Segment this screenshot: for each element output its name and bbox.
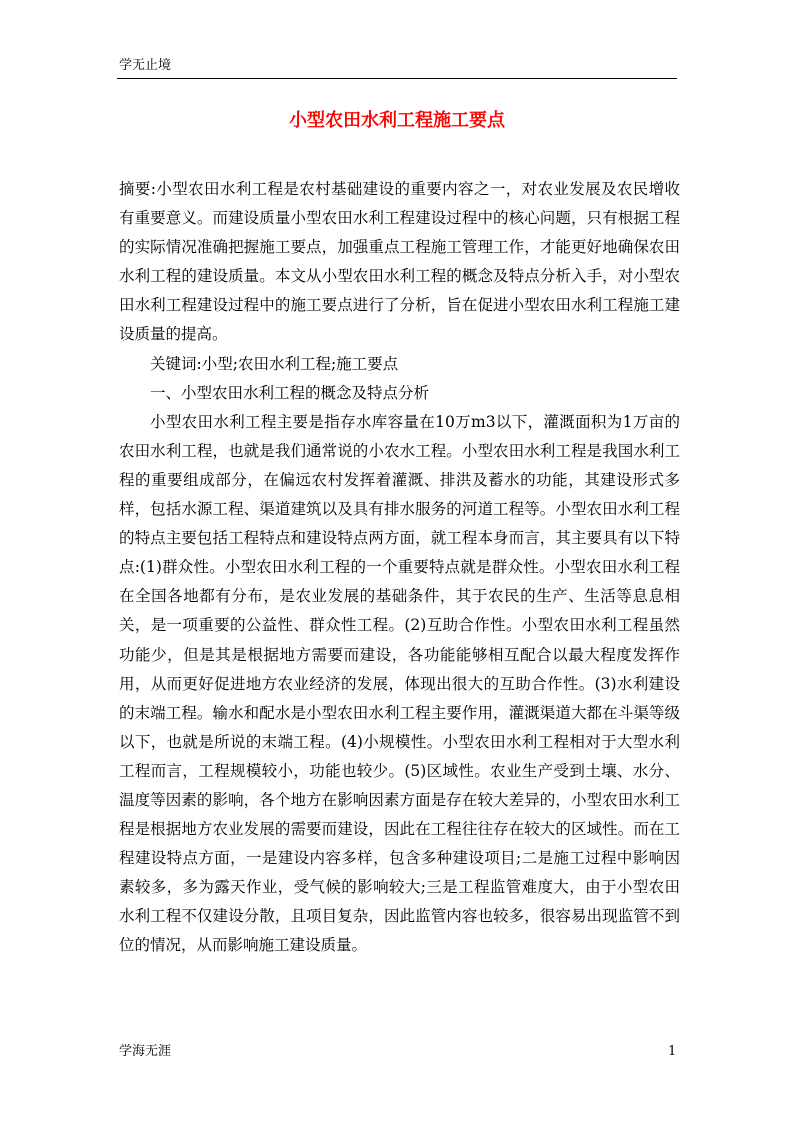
keywords-line: 关键词:小型;农田水利工程;施工要点: [150, 354, 399, 373]
abstract-paragraph: 摘要:小型农田水利工程是农村基础建设的重要内容之一，对农业发展及农民增收有重要意义。而建设质量小型农田水利工程建设过程中的核心问题，只有根据工程的实际情况准确把握施工要点，加强重点工程施工管理工作，才能更好地确保农田水利工程的建设质量。本文从小型农田水利工程的概念及特点分析入手，对小型农田水利工程建设过程中的施工要点进行了分析，旨在促进小型农田水利工程施工建设质量的提高。: [119, 180, 680, 344]
header-divider: [117, 78, 677, 79]
document-body: [119, 175, 680, 961]
page-header-text: 学无止境: [119, 58, 172, 73]
document-title: 小型农田水利工程施工要点: [289, 110, 505, 131]
page-number: 1: [668, 1044, 677, 1059]
page-footer-text: 学海无涯: [119, 1044, 172, 1059]
body-paragraph: 小型农田水利工程主要是指存水库容量在10万m3以下，灌溉面积为1万亩的农田水利工程，也就是我们通常说的小农水工程。小型农田水利工程是我国水利工程的重要组成部分，在偏远农村发挥着灌溉、排洪及蓄水的功能，其建设形式多样，包括水源工程、渠道建筑以及具有排水服务的河道工程等。小型农田水利工程的特点主要包括工程特点和建设特点两方面，就工程本身而言，其主要具有以下特点:(1)群众性。小型农田水利工程的一个重要特点就是群众性。小型农田水利工程在全国各地都有分布，是农业发展的基础条件，其于农民的生产、生活等息息相关，是一项重要的公益性、群众性工程。(2)互助合作性。小型农田水利工程虽然功能少，但是其是根据地方需要而建设，各功能能够相互配合以最大程度发挥作用，从而更好促进地方农业经济的发展，体现出很大的互助合作性。(3)水利建设的末端工程。输水和配水是小型农田水利工程主要作用，灌溉渠道大都在斗渠等级以下，也就是所说的末端工程。(4)小规模性。小型农田水利工程相对于大型水利工程而言，工程规模较小，功能也较少。(5)区域性。农业生产受到土壤、水分、温度等因素的影响，各个地方在影响因素方面是存在较大差异的，小型农田水利工程是根据地方农业发展的需要而建设，因此在工程往往存在较大的区域性。而在工程建设特点方面，一是建设内容多样，包含多种建设项目;二是施工过程中影响因素较多，多为露天作业，受气候的影响较大;三是工程监管难度大，由于小型农田水利工程不仅建设分散，且项目复杂，因此监管内容也较多，很容易出现监管不到位的情况，从而影响施工建设质量。: [119, 412, 680, 955]
section-heading: 一、小型农田水利工程的概念及特点分析: [150, 383, 430, 402]
